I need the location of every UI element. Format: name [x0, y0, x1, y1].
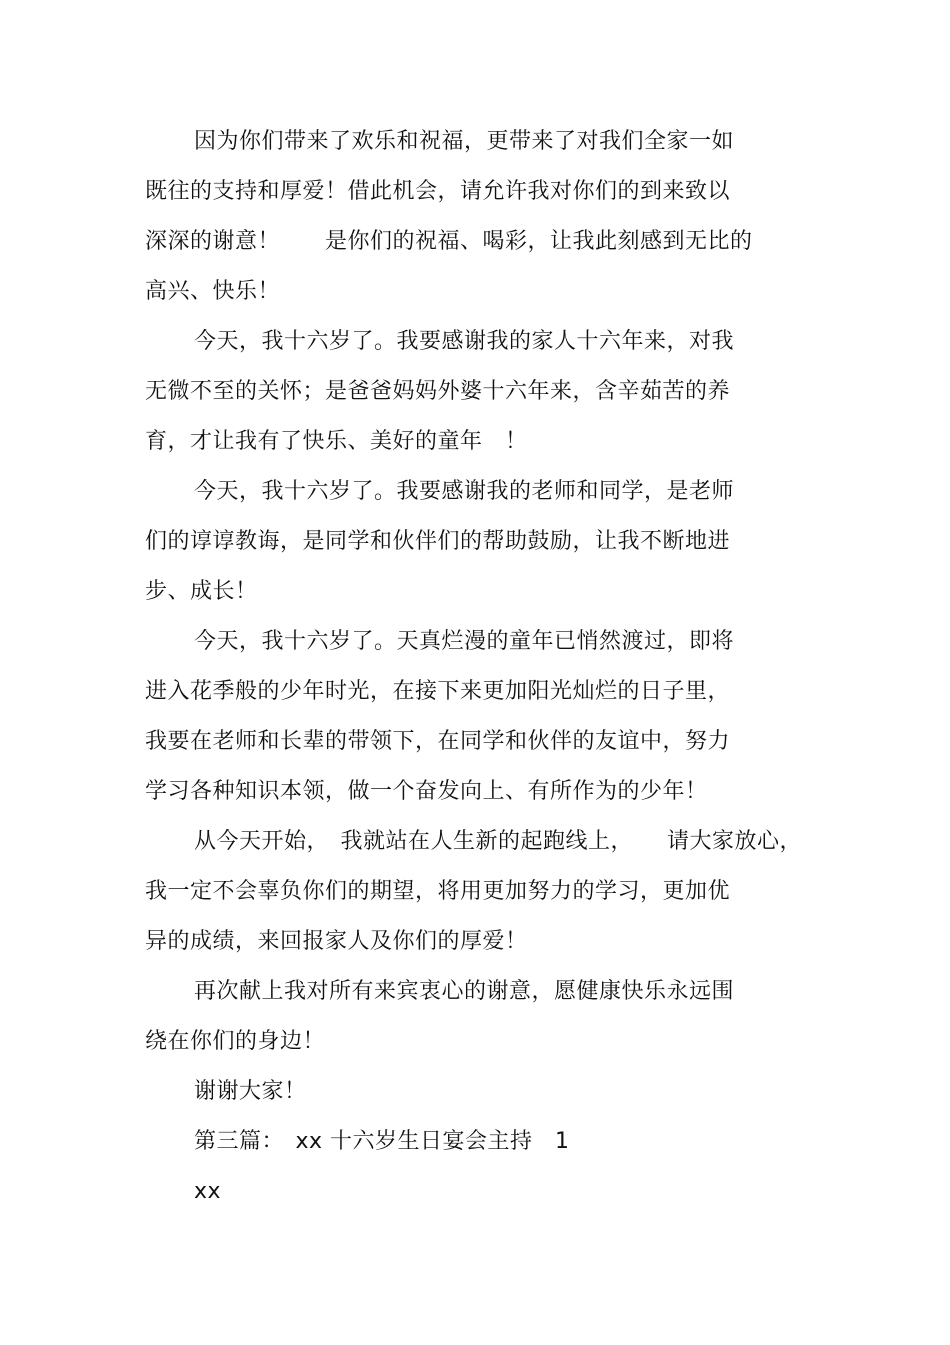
text-line: 绕在你们的身边！ — [145, 1029, 326, 1054]
text-line: xx — [194, 1179, 222, 1204]
text-line: 高兴、快乐！ — [145, 279, 281, 304]
text-line: 进入花季般的少年时光，在接下来更加阳光灿烂的日子里， — [145, 679, 731, 704]
text-line: 今天，我十六岁了。天真烂漫的童年已悄然渡过，即将 — [194, 629, 735, 654]
text-line: 从今天开始， 我就站在人生新的起跑线上， 请大家放心， — [194, 829, 803, 854]
text-line: 育，才让我有了快乐、美好的童年 ！ — [145, 429, 528, 454]
text-line: 深深的谢意！ 是你们的祝福、喝彩，让我此刻感到无比的 — [145, 229, 753, 254]
text-line: 我一定不会辜负你们的期望，将用更加努力的学习，更加优 — [145, 879, 731, 904]
text-line: 们的谆谆教诲，是同学和伙伴们的帮助鼓励，让我不断地进 — [145, 529, 731, 554]
section-heading: 第三篇： xx 十六岁生日宴会主持 1 — [194, 1129, 570, 1154]
text-line: 我要在老师和长辈的带领下，在同学和伙伴的友谊中，努力 — [145, 729, 731, 754]
text-line: 因为你们带来了欢乐和祝福，更带来了对我们全家一如 — [194, 129, 735, 154]
text-line: 既往的支持和厚爱！借此机会，请允许我对你们的到来致以 — [145, 179, 731, 204]
text-line: 异的成绩，来回报家人及你们的厚爱！ — [145, 929, 528, 954]
text-line: 步、成长！ — [145, 579, 258, 604]
text-line: 今天，我十六岁了。我要感谢我的老师和同学，是老师 — [194, 479, 735, 504]
text-line: 无微不至的关怀；是爸爸妈妈外婆十六年来，含辛茹苦的养 — [145, 379, 731, 404]
text-line: 今天，我十六岁了。我要感谢我的家人十六年来，对我 — [194, 329, 735, 354]
text-line: 再次献上我对所有来宾衷心的谢意，愿健康快乐永远围 — [194, 979, 735, 1004]
text-line: 谢谢大家！ — [194, 1079, 307, 1104]
text-line: 学习各种知识本领，做一个奋发向上、有所作为的少年！ — [145, 779, 708, 804]
